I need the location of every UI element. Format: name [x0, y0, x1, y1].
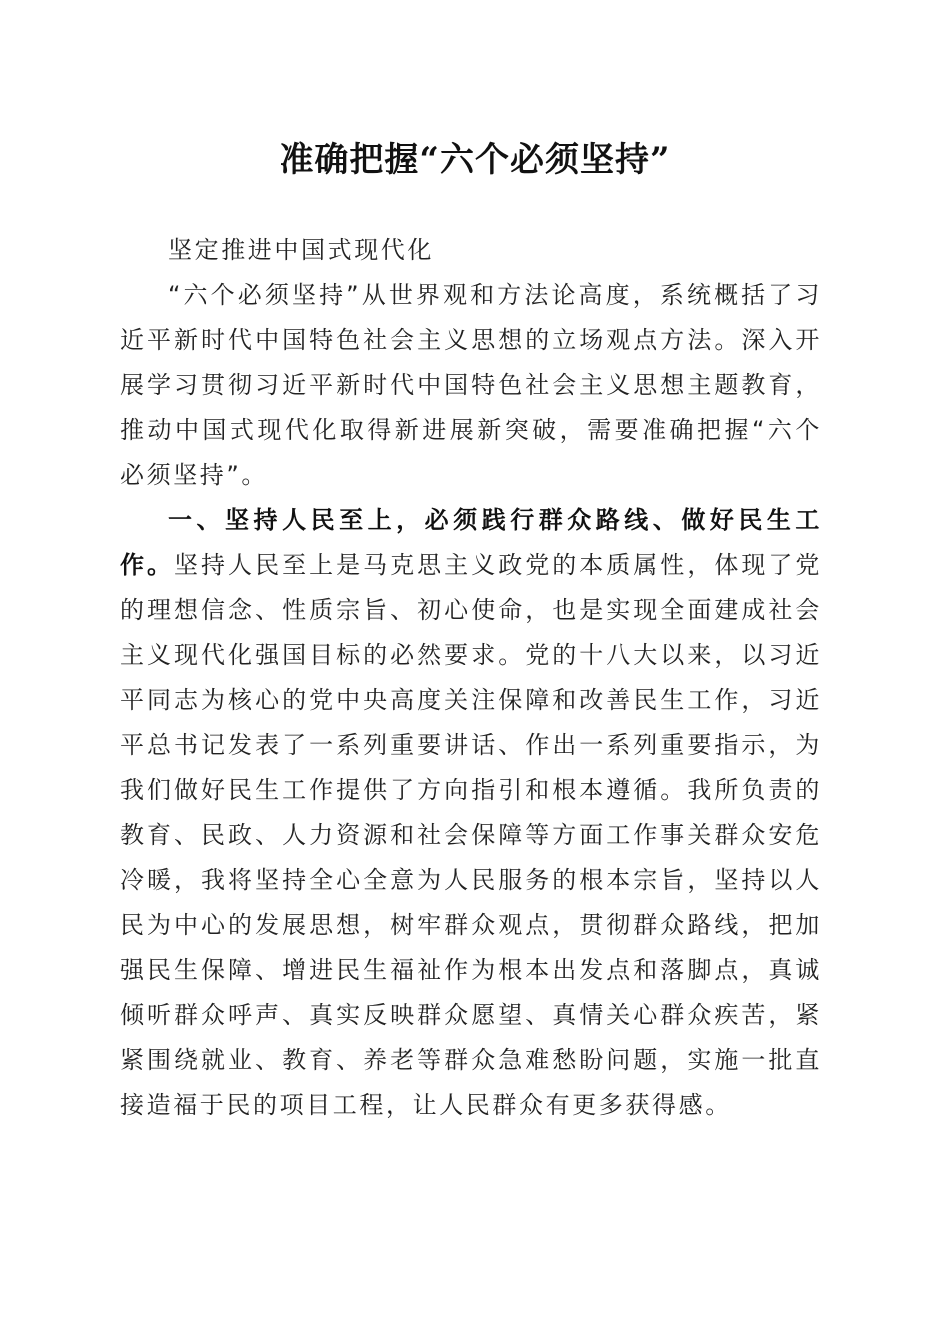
subtitle-paragraph: 坚定推进中国式现代化: [168, 236, 434, 264]
document-title: 准确把握“六个必须坚持”: [279, 140, 671, 180]
document-body: [120, 228, 822, 1128]
intro-paragraph: “六个必须坚持”从世界观和方法论高度，系统概括了习近平新时代中国特色社会主义思想的立场观点方法。深入开展学习贯彻习近平新时代中国特色社会主义思想主题教育，推动中国式现代化取得新进展新突破，需要准确把握“六个必须坚持”。: [120, 281, 822, 489]
section-1-heading: 一、坚持人民至上，必须践行群众路线、做好民生工作。: [120, 506, 822, 579]
section-1-body: 坚持人民至上是马克思主义政党的本质属性，体现了党的理想信念、性质宗旨、初心使命，也是实现全面建成社会主义现代化强国目标的必然要求。党的十八大以来，以习近平同志为核心的党中央高度关注保障和改善民生工作，习近平总书记发表了一系列重要讲话、作出一系列重要指示，为我们做好民生工作提供了方向指引和根本遵循。我所负责的教育、民政、人力资源和社会保障等方面工作事关群众安危冷暖，我将坚持全心全意为人民服务的根本宗旨，坚持以人民为中心的发展思想，树牢群众观点，贯彻群众路线，把加强民生保障、增进民生福祉作为根本出发点和落脚点，真诚倾听群众呼声、真实反映群众愿望、真情关心群众疾苦，紧紧围绕就业、教育、养老等群众急难愁盼问题，实施一批直接造福于民的项目工程，让人民群众有更多获得感。: [120, 551, 822, 1119]
section-1-paragraph: [120, 498, 822, 1128]
